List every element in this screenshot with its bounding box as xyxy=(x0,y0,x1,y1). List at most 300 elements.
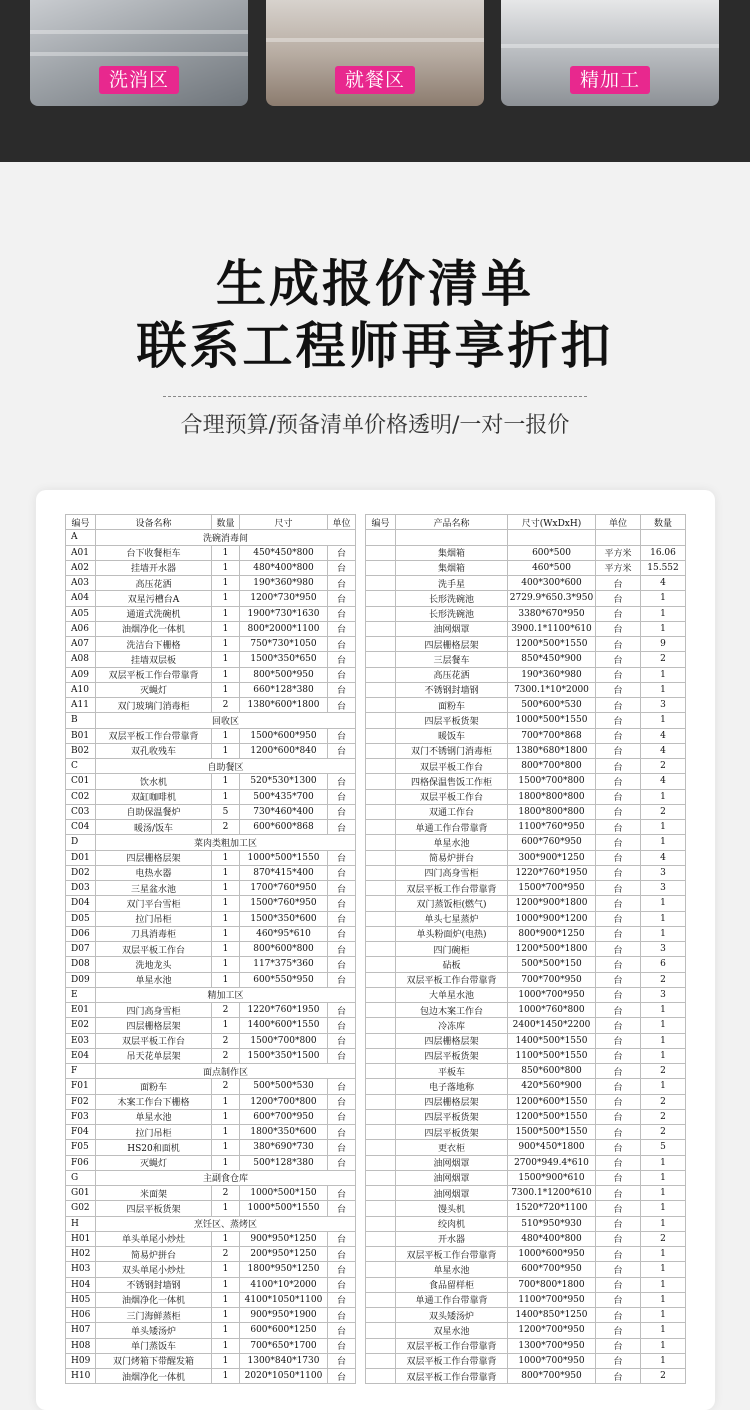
item-code xyxy=(366,530,396,545)
item-name: HS20和面机 xyxy=(96,1140,212,1155)
item-qty: 1 xyxy=(641,1216,686,1231)
item-name: 双通工作台 xyxy=(396,804,508,819)
table-row xyxy=(66,1323,356,1338)
item-size: 117*375*360 xyxy=(240,957,328,972)
table-row xyxy=(66,774,356,789)
table-row xyxy=(366,728,686,743)
item-size: 4100*1050*1100 xyxy=(240,1292,328,1307)
item-unit: 台 xyxy=(328,1353,356,1368)
item-name: 双门平台雪柜 xyxy=(96,896,212,911)
item-code: D09 xyxy=(66,972,96,987)
table-row xyxy=(66,1231,356,1246)
table-row xyxy=(366,1292,686,1307)
item-qty: 1 xyxy=(212,1018,240,1033)
column-header: 尺寸(WxDxH) xyxy=(508,515,596,530)
item-qty: 2 xyxy=(212,1186,240,1201)
item-unit: 台 xyxy=(328,728,356,743)
item-size: 1520*720*1100 xyxy=(508,1201,596,1216)
item-size: 1400*850*1250 xyxy=(508,1308,596,1323)
item-size: 1200*500*1550 xyxy=(508,637,596,652)
item-name: 挂墙开水器 xyxy=(96,560,212,575)
item-size: 1500*350*1500 xyxy=(240,1048,328,1063)
item-name: 木案工作台下栅格 xyxy=(96,1094,212,1109)
item-qty: 3 xyxy=(641,865,686,880)
item-qty: 1 xyxy=(212,1109,240,1124)
item-size: 1200*900*1800 xyxy=(508,896,596,911)
item-size: 1800*350*600 xyxy=(240,1125,328,1140)
item-unit: 台 xyxy=(596,942,641,957)
item-name: 长形洗碗池 xyxy=(396,591,508,606)
item-code xyxy=(366,606,396,621)
item-unit: 台 xyxy=(328,865,356,880)
table-row xyxy=(366,698,686,713)
item-unit: 台 xyxy=(596,1247,641,1262)
table-row xyxy=(66,911,356,926)
item-size: 800*900*1250 xyxy=(508,926,596,941)
item-qty: 1 xyxy=(212,606,240,621)
item-qty: 1 xyxy=(212,926,240,941)
table-row xyxy=(66,1079,356,1094)
item-size: 600*700*950 xyxy=(508,1262,596,1277)
item-name: 四格保温售饭工作柜 xyxy=(396,774,508,789)
item-size: 1500*600*950 xyxy=(240,728,328,743)
item-unit: 台 xyxy=(596,1201,641,1216)
item-name: 油烟净化一体机 xyxy=(96,1292,212,1307)
item-qty: 1 xyxy=(641,682,686,697)
item-size: 2400*1450*2200 xyxy=(508,1018,596,1033)
table-row xyxy=(366,576,686,591)
item-qty: 1 xyxy=(641,1262,686,1277)
item-qty: 1 xyxy=(212,637,240,652)
item-qty: 2 xyxy=(212,1247,240,1262)
table-row xyxy=(366,1338,686,1353)
item-code xyxy=(366,743,396,758)
item-code: D02 xyxy=(66,865,96,880)
table-row xyxy=(366,1186,686,1201)
item-size: 1100*700*950 xyxy=(508,1292,596,1307)
item-name: 长形洗碗池 xyxy=(396,606,508,621)
item-size: 200*950*1250 xyxy=(240,1247,328,1262)
item-size: 800*500*950 xyxy=(240,667,328,682)
section-title: 面点制作区 xyxy=(96,1064,356,1079)
item-qty: 1 xyxy=(212,1125,240,1140)
item-qty: 1 xyxy=(212,1353,240,1368)
item-size: 600*600*1250 xyxy=(240,1323,328,1338)
item-code: H07 xyxy=(66,1323,96,1338)
item-unit: 台 xyxy=(328,804,356,819)
item-size: 450*450*800 xyxy=(240,545,328,560)
table-row xyxy=(66,789,356,804)
column-header: 产品名称 xyxy=(396,515,508,530)
table-row xyxy=(66,850,356,865)
item-unit: 台 xyxy=(596,820,641,835)
item-size: 1500*350*600 xyxy=(240,911,328,926)
item-name: 高压花洒 xyxy=(96,576,212,591)
table-row xyxy=(66,1125,356,1140)
item-code xyxy=(366,728,396,743)
item-qty: 1 xyxy=(641,835,686,850)
item-size: 1200*600*840 xyxy=(240,743,328,758)
table-row xyxy=(366,530,686,545)
item-size: 1400*500*1550 xyxy=(508,1033,596,1048)
item-code: E02 xyxy=(66,1018,96,1033)
item-qty: 1 xyxy=(641,606,686,621)
table-row xyxy=(366,652,686,667)
item-code xyxy=(366,972,396,987)
item-name: 四层平板货架 xyxy=(396,1109,508,1124)
item-qty: 1 xyxy=(641,1353,686,1368)
item-name: 单头七星蒸炉 xyxy=(396,911,508,926)
item-qty: 2 xyxy=(212,1079,240,1094)
table-row xyxy=(66,865,356,880)
table-row xyxy=(66,881,356,896)
table-row xyxy=(366,896,686,911)
item-name: 四层栅格层架 xyxy=(96,850,212,865)
table-row xyxy=(366,591,686,606)
item-unit: 台 xyxy=(596,804,641,819)
item-qty: 1 xyxy=(641,621,686,636)
item-unit: 台 xyxy=(596,698,641,713)
item-unit: 台 xyxy=(596,835,641,850)
item-size: 520*530*1300 xyxy=(240,774,328,789)
item-name: 油网烟罩 xyxy=(396,1155,508,1170)
item-name: 四门高身雪柜 xyxy=(96,1003,212,1018)
item-name: 灭蝇灯 xyxy=(96,1155,212,1170)
item-name: 四层栅格层架 xyxy=(96,1018,212,1033)
item-size: 700*700*950 xyxy=(508,972,596,987)
column-header: 尺寸 xyxy=(240,515,328,530)
item-unit: 台 xyxy=(328,896,356,911)
table-row xyxy=(66,1155,356,1170)
label-washing-area: 洗消区 xyxy=(99,66,179,94)
column-header: 编号 xyxy=(366,515,396,530)
table-row xyxy=(66,972,356,987)
table-row xyxy=(66,942,356,957)
item-size: 1200*600*1550 xyxy=(508,1094,596,1109)
table-row xyxy=(366,926,686,941)
item-unit: 台 xyxy=(328,1048,356,1063)
item-name: 台下收餐柜车 xyxy=(96,545,212,560)
item-qty: 1 xyxy=(212,1155,240,1170)
item-unit: 台 xyxy=(328,1308,356,1323)
section-code: B xyxy=(66,713,96,728)
item-qty: 1 xyxy=(212,1323,240,1338)
table-row xyxy=(366,1155,686,1170)
item-name: 双门玻璃门消毒柜 xyxy=(96,698,212,713)
item-qty: 1 xyxy=(212,957,240,972)
item-code: G01 xyxy=(66,1186,96,1201)
item-size: 1200*500*1800 xyxy=(508,942,596,957)
item-name: 砧板 xyxy=(396,957,508,972)
table-row xyxy=(66,926,356,941)
item-qty: 1 xyxy=(212,1338,240,1353)
table-row xyxy=(366,911,686,926)
item-size: 1500*500*1550 xyxy=(508,1125,596,1140)
section-title: 回收区 xyxy=(96,713,356,728)
item-qty: 1 xyxy=(212,743,240,758)
item-unit: 台 xyxy=(596,606,641,621)
item-unit: 台 xyxy=(596,1079,641,1094)
table-row xyxy=(66,698,356,713)
item-size: 480*400*800 xyxy=(508,1231,596,1246)
item-code xyxy=(366,759,396,774)
section-code: A xyxy=(66,530,96,545)
item-qty: 4 xyxy=(641,850,686,865)
table-row xyxy=(66,1048,356,1063)
item-size: 7300.1*1200*610 xyxy=(508,1186,596,1201)
item-unit: 台 xyxy=(328,942,356,957)
item-code xyxy=(366,804,396,819)
item-qty: 1 xyxy=(641,911,686,926)
item-code: C03 xyxy=(66,804,96,819)
item-unit: 台 xyxy=(328,1186,356,1201)
item-size: 1500*700*800 xyxy=(240,1033,328,1048)
item-name: 单头粉面炉(电热) xyxy=(396,926,508,941)
item-unit: 台 xyxy=(596,728,641,743)
item-code xyxy=(366,1338,396,1353)
item-unit: 台 xyxy=(596,1048,641,1063)
section-row xyxy=(66,987,356,1002)
item-size: 1000*700*950 xyxy=(508,987,596,1002)
item-name: 单头单尾小炒灶 xyxy=(96,1231,212,1246)
item-name: 面粉车 xyxy=(96,1079,212,1094)
item-code: H03 xyxy=(66,1262,96,1277)
table-row xyxy=(66,1140,356,1155)
item-unit: 台 xyxy=(596,713,641,728)
item-unit: 台 xyxy=(328,1277,356,1292)
table-row xyxy=(366,1109,686,1124)
item-qty: 4 xyxy=(641,774,686,789)
item-size: 660*128*380 xyxy=(240,682,328,697)
item-size: 800*2000*1100 xyxy=(240,621,328,636)
item-qty: 15.552 xyxy=(641,560,686,575)
table-row xyxy=(366,1094,686,1109)
item-size: 750*730*1050 xyxy=(240,637,328,652)
item-code xyxy=(366,637,396,652)
table-row xyxy=(366,637,686,652)
item-code: H02 xyxy=(66,1247,96,1262)
table-row xyxy=(66,1003,356,1018)
item-code xyxy=(366,1033,396,1048)
item-name: 四层平板货架 xyxy=(396,1125,508,1140)
item-code: F05 xyxy=(66,1140,96,1155)
item-qty: 1 xyxy=(641,713,686,728)
item-name: 开水器 xyxy=(396,1231,508,1246)
item-size: 460*500 xyxy=(508,560,596,575)
item-name: 绞肉机 xyxy=(396,1216,508,1231)
item-size: 480*400*800 xyxy=(240,560,328,575)
item-qty: 1 xyxy=(641,1018,686,1033)
item-qty: 1 xyxy=(641,1003,686,1018)
item-qty: 1 xyxy=(212,1369,240,1384)
item-name: 馒头机 xyxy=(396,1201,508,1216)
item-qty: 1 xyxy=(641,1277,686,1292)
section-title: 主副食仓库 xyxy=(96,1170,356,1185)
table-row xyxy=(366,1201,686,1216)
item-code xyxy=(366,850,396,865)
item-unit: 台 xyxy=(596,1231,641,1246)
item-unit: 台 xyxy=(596,743,641,758)
item-unit: 台 xyxy=(328,820,356,835)
item-code xyxy=(366,774,396,789)
table-row xyxy=(66,606,356,621)
item-size: 4100*10*2000 xyxy=(240,1277,328,1292)
item-qty: 1 xyxy=(212,789,240,804)
section-row xyxy=(66,713,356,728)
table-row xyxy=(366,560,686,575)
item-unit: 台 xyxy=(328,1323,356,1338)
item-unit: 平方米 xyxy=(596,545,641,560)
item-name: 拉门吊柜 xyxy=(96,911,212,926)
item-size: 600*500 xyxy=(508,545,596,560)
item-code xyxy=(366,926,396,941)
item-code: H09 xyxy=(66,1353,96,1368)
item-qty: 2 xyxy=(641,1109,686,1124)
item-name: 米面架 xyxy=(96,1186,212,1201)
item-unit: 台 xyxy=(596,865,641,880)
item-size: 1380*600*1800 xyxy=(240,698,328,713)
item-code xyxy=(366,1079,396,1094)
item-name: 高压花洒 xyxy=(396,667,508,682)
item-unit: 台 xyxy=(596,1003,641,1018)
table-row xyxy=(66,652,356,667)
item-qty: 1 xyxy=(641,1079,686,1094)
column-header: 编号 xyxy=(66,515,96,530)
item-code xyxy=(366,1109,396,1124)
table-row xyxy=(366,1170,686,1185)
section-title: 烹饪区、蒸烤区 xyxy=(96,1216,356,1231)
item-name: 单头矮汤炉 xyxy=(96,1323,212,1338)
section-title: 精加工区 xyxy=(96,987,356,1002)
item-name: 双层平板工作台 xyxy=(396,789,508,804)
table-row xyxy=(366,1308,686,1323)
item-code: A04 xyxy=(66,591,96,606)
item-code: A09 xyxy=(66,667,96,682)
right-quote-table xyxy=(365,514,686,1384)
item-code: F01 xyxy=(66,1079,96,1094)
item-code xyxy=(366,682,396,697)
item-name: 集烟箱 xyxy=(396,545,508,560)
item-code xyxy=(366,1155,396,1170)
table-row xyxy=(66,957,356,972)
quote-sheet xyxy=(36,490,715,1410)
item-code: A07 xyxy=(66,637,96,652)
item-code xyxy=(366,911,396,926)
heading-line2: 联系工程师再享折扣 xyxy=(136,317,614,375)
table-row xyxy=(66,1186,356,1201)
item-name: 双星污槽台A xyxy=(96,591,212,606)
table-row xyxy=(366,713,686,728)
item-name xyxy=(396,530,508,545)
item-qty: 1 xyxy=(641,1308,686,1323)
item-code xyxy=(366,987,396,1002)
item-size: 1000*500*150 xyxy=(240,1186,328,1201)
item-unit: 台 xyxy=(328,926,356,941)
item-unit: 台 xyxy=(596,896,641,911)
item-qty: 2 xyxy=(212,1033,240,1048)
item-name: 三星盆水池 xyxy=(96,881,212,896)
table-row xyxy=(366,743,686,758)
item-qty: 1 xyxy=(641,1292,686,1307)
left-quote-table xyxy=(65,514,356,1384)
item-qty: 2 xyxy=(641,804,686,819)
item-size: 500*435*700 xyxy=(240,789,328,804)
item-unit: 台 xyxy=(596,1125,641,1140)
item-code: D04 xyxy=(66,896,96,911)
item-name: 三层餐车 xyxy=(396,652,508,667)
item-code: H08 xyxy=(66,1338,96,1353)
section-code: C xyxy=(66,759,96,774)
table-row xyxy=(366,1369,686,1384)
item-size: 1700*760*950 xyxy=(240,881,328,896)
item-code: A08 xyxy=(66,652,96,667)
table-row xyxy=(366,1353,686,1368)
item-qty: 1 xyxy=(212,667,240,682)
top-banner xyxy=(0,0,750,162)
item-qty: 1 xyxy=(212,728,240,743)
item-name: 大单星水池 xyxy=(396,987,508,1002)
item-code: E03 xyxy=(66,1033,96,1048)
item-qty: 1 xyxy=(212,865,240,880)
item-unit: 台 xyxy=(596,652,641,667)
item-unit: 台 xyxy=(596,957,641,972)
item-name: 灭蝇灯 xyxy=(96,682,212,697)
item-code: A03 xyxy=(66,576,96,591)
item-name: 双层平板工作台带靠背 xyxy=(396,1369,508,1384)
table-row xyxy=(66,621,356,636)
item-size: 190*360*980 xyxy=(240,576,328,591)
item-unit: 台 xyxy=(328,1109,356,1124)
item-unit: 台 xyxy=(596,1109,641,1124)
item-name: 单星水池 xyxy=(396,1262,508,1277)
item-size: 1000*500*1550 xyxy=(240,850,328,865)
item-name: 洗洁台下栅格 xyxy=(96,637,212,652)
item-qty: 5 xyxy=(641,1140,686,1155)
item-name: 四层栅格层架 xyxy=(396,1033,508,1048)
item-qty: 4 xyxy=(641,728,686,743)
item-name: 四门高身雪柜 xyxy=(396,865,508,880)
table-row xyxy=(366,1048,686,1063)
table-row xyxy=(66,1353,356,1368)
item-name: 单门蒸饭车 xyxy=(96,1338,212,1353)
item-size: 900*950*1900 xyxy=(240,1308,328,1323)
item-size: 1500*900*610 xyxy=(508,1170,596,1185)
item-qty: 2 xyxy=(212,1048,240,1063)
item-code: D05 xyxy=(66,911,96,926)
item-unit: 台 xyxy=(328,1231,356,1246)
table-row xyxy=(366,1125,686,1140)
item-code: F04 xyxy=(66,1125,96,1140)
photo-fine-processing xyxy=(501,0,719,106)
table-row xyxy=(366,1216,686,1231)
item-unit: 台 xyxy=(328,1140,356,1155)
item-code: A01 xyxy=(66,545,96,560)
item-code: C01 xyxy=(66,774,96,789)
table-row xyxy=(66,804,356,819)
item-qty: 1 xyxy=(212,682,240,697)
item-size: 1000*900*1200 xyxy=(508,911,596,926)
item-unit: 台 xyxy=(596,926,641,941)
item-qty: 1 xyxy=(212,972,240,987)
item-size: 1380*680*1800 xyxy=(508,743,596,758)
section-row xyxy=(66,759,356,774)
table-row xyxy=(366,835,686,850)
item-unit: 台 xyxy=(596,1369,641,1384)
item-code xyxy=(366,1292,396,1307)
table-row xyxy=(66,1247,356,1262)
item-size: 730*460*400 xyxy=(240,804,328,819)
table-row xyxy=(366,1231,686,1246)
